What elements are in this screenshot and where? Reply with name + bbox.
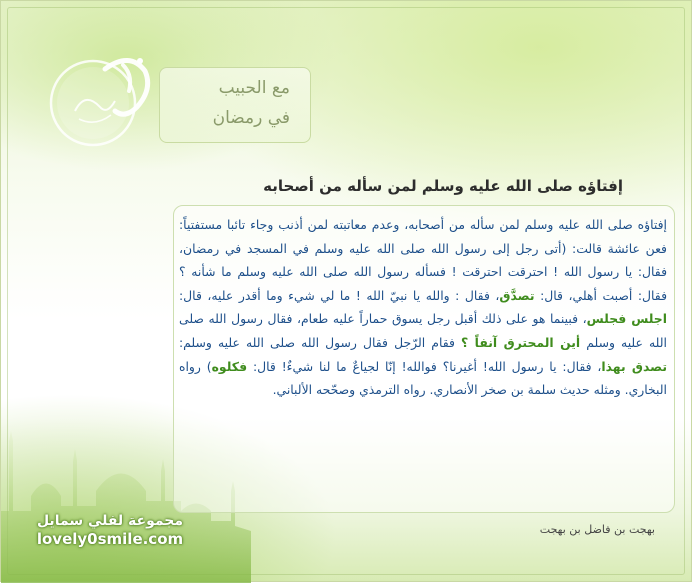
body-segment: ، فبينما هو على ذلك أقبل رجل يسوق حماراً عليه طعام، فقال رسول الله صلى الله عليه وسلم	[179, 311, 667, 350]
page-title: إفتاؤه صلى الله عليه وسلم لمن سأله من أصحابه	[263, 177, 623, 195]
body-segment: فقام الرّجل فقال رسول الله صلى الله عليه وسلم:	[179, 334, 462, 350]
muhammad-calligraphy-icon	[45, 41, 165, 156]
body-segment: ، فقال : والله يا نبيّ الله ! ما لي شيء وما أقدر عليه، قال:	[179, 287, 500, 303]
header-box	[159, 67, 311, 143]
highlighted-phrase: تصدق بهذا	[601, 358, 667, 374]
highlighted-phrase: فكلوه	[211, 358, 248, 374]
body-segment: إفتاؤه صلى الله عليه وسلم لمن سأله من أصحابه، وعدم معاتبته لمن أذنب وجاء تائبا مستفتياً: فعن عائشة قالت: (أتى رجل إلى رسول الله صلى الله عليه وسلم في المسجد في رمضان، فقال: يا رسول الله ! احترقت احترقت ! فسأله رسول الله صلى الله عليه وسلم ما شأنه ؟ فقال: أصبت أهلي، قال:	[179, 217, 667, 303]
highlighted-phrase: اجلس فجلس	[586, 311, 667, 327]
header-line-1: مع الحبيب	[218, 78, 290, 98]
author-name: بهجت بن فاضل بن بهجت	[539, 523, 655, 536]
highlighted-phrase: تصدَّق	[499, 287, 535, 303]
header-line-2: في رمضان	[212, 108, 290, 128]
body-segment: ) رواه البخاري. ومثله حديث سلمة بن صخر الأنصاري. رواه الترمذي وصحّحه الألباني.	[179, 358, 667, 398]
body-text	[179, 213, 667, 402]
watermark-arabic: مجموعة لفلي سمايل	[36, 513, 184, 529]
highlighted-phrase: أين المحترق آنفاً ؟	[461, 334, 581, 350]
body-segment: ، فقال: يا رسول الله! أغيرنا؟ فوالله! إنّا لجياعٌ ما لنا شيءٌ! قال:	[247, 358, 602, 374]
watermark-url: lovely0smile.com	[36, 530, 184, 548]
site-watermark	[35, 513, 185, 548]
